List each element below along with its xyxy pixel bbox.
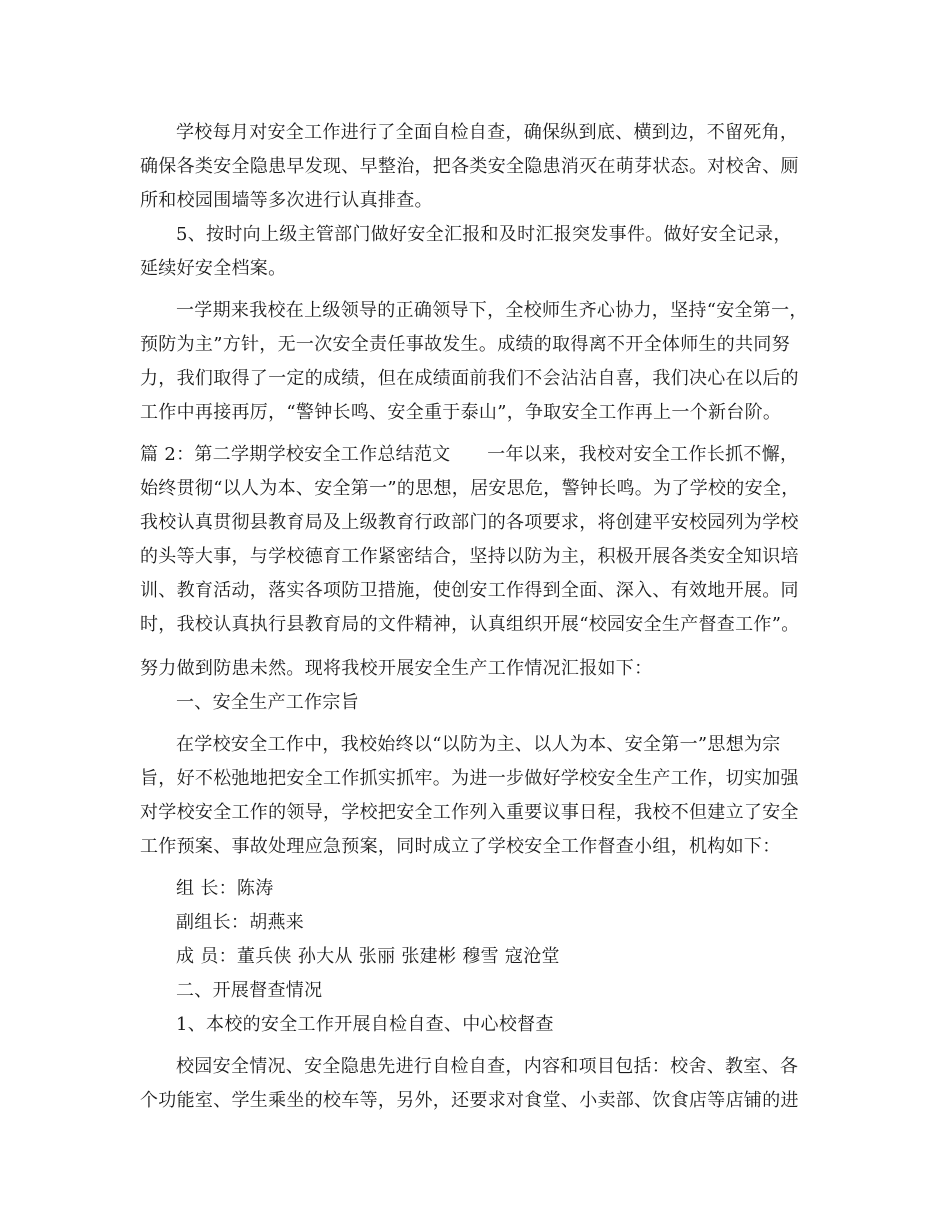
line: 组 长：陈涛: [176, 878, 274, 899]
line: 旨，好不松弛地把安全工作抓实抓牢。为进一步做好学校安全生产工作，切实加强: [140, 768, 799, 789]
line: 副组长：胡燕来: [176, 912, 305, 933]
line: 所和校园围墙等多次进行认真排查。: [140, 190, 433, 211]
line: 训、教育活动，落实各项防卫措施，使创安工作得到全面、深入、有效地开展。同: [140, 580, 799, 601]
line: 一、安全生产工作宗旨: [176, 692, 359, 713]
line: 5、按时向上级主管部门做好安全汇报和及时汇报突发事件。做好安全记录，: [176, 224, 792, 245]
line: 的头等大事，与学校德育工作紧密结合，坚持以防为主，积极开展各类安全知识培: [140, 546, 799, 567]
line: 个功能室、学生乘坐的校车等，另外，还要求对食堂、小卖部、饮食店等店铺的进: [140, 1090, 799, 1111]
line: 我校认真贯彻县教育局及上级教育行政部门的各项要求，将创建平安校园列为学校: [140, 512, 799, 533]
line: 预防为主”方针，无一次安全责任事故发生。成绩的取得离不开全体师生的共同努: [140, 334, 790, 355]
line: 工作中再接再厉，“警钟长鸣、安全重于泰山”，争取安全工作再上一个新台阶。: [140, 402, 782, 423]
line: 工作预案、事故处理应急预案，同时成立了学校安全工作督查小组，机构如下：: [140, 836, 781, 857]
line: 时，我校认真执行县教育局的文件精神，认真组织开展“校园安全生产督查工作”。: [140, 614, 800, 635]
line: 努力做到防患未然。现将我校开展安全生产工作情况汇报如下：: [140, 658, 653, 679]
line: 一学期来我校在上级领导的正确领导下，全校师生齐心协力，坚持“安全第一，: [176, 300, 808, 321]
line: 学校每月对安全工作进行了全面自检自查，确保纵到底、横到边，不留死角，: [176, 122, 799, 143]
line: 1、本校的安全工作开展自检自查、中心校督查: [176, 1014, 554, 1035]
line: 力，我们取得了一定的成绩，但在成绩面前我们不会沾沾自喜，我们决心在以后的: [140, 368, 799, 389]
line: 确保各类安全隐患早发现、早整治，把各类安全隐患消灭在萌芽状态。对校舍、厕: [140, 156, 799, 177]
line: 延续好安全档案。: [140, 258, 287, 279]
line: 对学校安全工作的领导，学校把安全工作列入重要议事日程，我校不但建立了安全: [140, 802, 799, 823]
line: 在学校安全工作中，我校始终以“以防为主、以人为本、安全第一”思想为宗: [176, 734, 781, 755]
line: 篇 2：第二学期学校安全工作总结范文 一年以来，我校对安全工作长抓不懈，: [140, 444, 799, 465]
line: 始终贯彻“以人为本、安全第一”的思想，居安思危，警钟长鸣。为了学校的安全，: [140, 478, 800, 499]
line: 二、开展督查情况: [176, 980, 323, 1001]
line: 成 员：董兵侠 孙大从 张丽 张建彬 穆雪 寇沧堂: [176, 946, 560, 967]
line: 校园安全情况、安全隐患先进行自检自查，内容和项目包括：校舍、教室、各: [176, 1056, 799, 1077]
